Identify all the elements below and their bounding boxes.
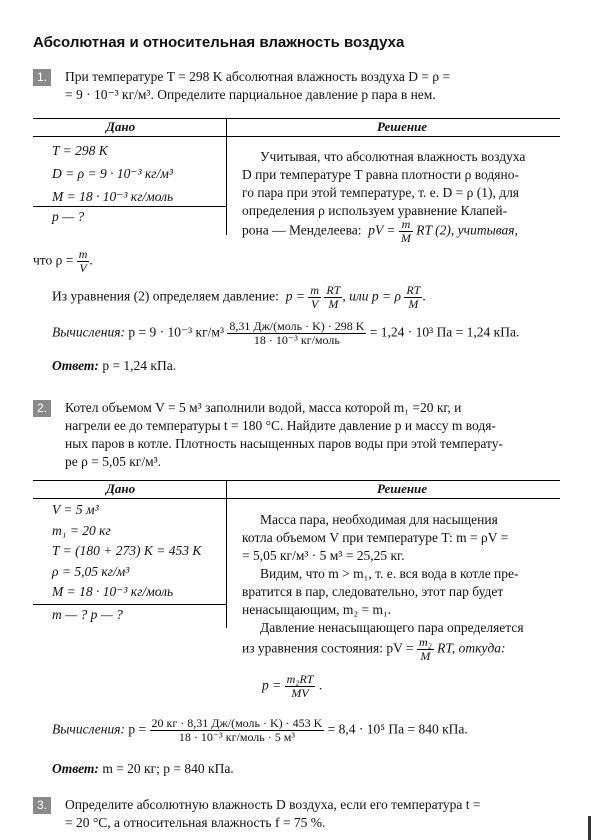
given-header: Дано	[106, 119, 136, 134]
problem-number-badge: 3.	[33, 797, 51, 814]
solution-line: котла объемом V при температуре T: m = ρV =	[242, 530, 509, 545]
given-item: M = 18 · 10⁻³ кг/моль	[52, 189, 174, 204]
unknown-item: p — ?	[52, 209, 85, 224]
given-header: Дано	[106, 481, 136, 496]
fraction: $\frac{RT}{M}$	[406, 283, 421, 311]
fraction: $\frac{m}{V}$	[310, 283, 319, 311]
answer-label: Ответ:	[52, 761, 99, 776]
density-formula: что ρ = $\frac{m}{V}$ .	[33, 247, 93, 275]
given-item: D = ρ = 9 · 10⁻³ кг/м³	[52, 166, 173, 181]
solution-line: Учитывая, что абсолютная влажность воздуха	[260, 149, 526, 164]
statement-line: ре ρ = 5,05 кг/м³.	[65, 454, 162, 469]
table-rule	[33, 136, 560, 137]
unknown-item: m — ? p — ?	[52, 607, 123, 622]
pressure-formula: p = $\frac{\text{m₂RT}}{MV}$ .	[262, 672, 323, 700]
eq-right: RT (2), учитывая,	[416, 222, 518, 238]
calculation: Вычисления: p = $\frac{\text{20 кг · 8,31 Дж/(моль · K) · 453 K}}{\text{18 · 10⁻³ кг/моль · 5 м³}}$ = 8,4 · 10⁵ Па = 840 кПа.	[52, 716, 468, 744]
solution-line: определения ρ используем уравнение Клапей-	[242, 203, 508, 218]
solution-header: Решение	[377, 481, 428, 496]
solution-line: Видим, что m > m₁, т. е. вся вода в котле пре-	[260, 566, 519, 581]
given-list	[52, 139, 173, 208]
problem-statement	[65, 68, 565, 104]
problem-statement	[65, 796, 565, 832]
solution-text	[242, 148, 562, 220]
solution-header: Решение	[377, 119, 428, 134]
state-equation: из уравнения состояния: pV = $\frac{\text{m₂}}{M}$ RT, откуда:	[242, 635, 506, 663]
table-divider	[226, 480, 227, 628]
given-rule	[33, 604, 226, 605]
solution-line: го пара при этой температуре, т. е. D = ρ (1), для	[242, 185, 520, 200]
answer-label: Ответ:	[52, 358, 99, 373]
statement-line: = 20 °С, а относительная влажность f = 75 %.	[65, 815, 326, 830]
solution-line: D при температуре T равна плотности ρ водяно-	[242, 167, 519, 182]
answer: Ответ: p = 1,24 кПа.	[52, 358, 177, 373]
given-item: ρ = 5,05 кг/м³	[52, 563, 130, 579]
pressure-derivation: Из уравнения (2) определяем давление: p = $\frac{m}{V}$ $\frac{RT}{M}$ , или p = ρ $\frac{RT}{M}$ .	[52, 283, 426, 311]
problem-number-badge: 1.	[33, 69, 51, 86]
statement-line: При температуре T = 298 K абсолютная влажность воздуха D = ρ =	[65, 69, 451, 84]
problem-number-badge: 2.	[33, 400, 51, 417]
given-item: m₁ = 20 кг	[52, 522, 111, 538]
solution-text	[242, 511, 562, 637]
solution-line: ненасыщающим, m₂ = m₁.	[242, 602, 392, 617]
calculation: Вычисления: p = 9 · 10⁻³ кг/м³ $\frac{\text{8,31 Дж/(моль · K) · 298 K}}{\text{18 · 10⁻³ кг/моль}}$ = 1,24 · 10³ Па = 1,24 кПа.	[52, 319, 520, 347]
fraction: $\frac{m}{V}$	[78, 247, 88, 275]
calc-label: Вычисления:	[52, 721, 126, 737]
answer: Ответ: m = 20 кг; p = 840 кПа.	[52, 761, 234, 776]
statement-line: ных паров в котле. Плотность насыщенных паров воды при этой температу-	[65, 436, 503, 451]
fraction: $\frac{\text{20 кг · 8,31 Дж/(моль · K) · 453 K}}{\text{18 · 10⁻³ кг/моль · 5 м³}}$	[151, 716, 323, 744]
calc-label: Вычисления:	[52, 324, 126, 340]
given-item: M = 18 · 10⁻³ кг/моль	[52, 584, 174, 599]
table-rule	[33, 498, 560, 499]
solution-line: вратится в пар, следовательно, этот пар будет	[242, 584, 504, 599]
solution-line: рона — Менделеева:	[242, 222, 362, 238]
given-list	[52, 500, 201, 603]
page-edge-mark	[588, 816, 591, 840]
solution-line: = 5,05 кг/м³ · 5 м³ = 25,25 кг.	[242, 548, 405, 563]
statement-line: Котел объемом V = 5 м³ заполнили водой, масса которой m₁ =20 кг, и	[65, 400, 462, 415]
solution-line: Масса пара, необходимая для насыщения	[260, 512, 498, 527]
table-divider	[226, 118, 227, 235]
fraction: $\frac{RT}{M}$	[326, 283, 341, 311]
given-rule	[33, 206, 226, 207]
fraction: $\frac{\text{m₂}}{M}$	[418, 635, 432, 663]
fraction: $\frac{\text{8,31 Дж/(моль · K) · 298 K}}{\text{18 · 10⁻³ кг/моль}}$	[229, 319, 365, 347]
statement-line: нагрели ее до температуры t = 180 °С. Найдите давление p и массу m водя-	[65, 418, 496, 433]
problem-statement	[65, 399, 565, 471]
statement-line: = 9 · 10⁻³ кг/м³. Определите парциальное давление p пара в нем.	[65, 87, 436, 102]
eq-left: pV =	[368, 222, 396, 238]
fraction: $\frac{m}{M}$	[400, 217, 411, 245]
given-item: V = 5 м³	[52, 502, 99, 517]
given-item: T = 298 K	[52, 143, 108, 158]
clapeyron-equation	[242, 218, 518, 245]
statement-line: Определите абсолютную влажность D воздуха, если его температура t =	[65, 797, 481, 812]
given-item: T = (180 + 273) K = 453 K	[52, 543, 202, 558]
fraction: $\frac{\text{m₂RT}}{MV}$	[286, 672, 314, 700]
solution-line: Давление ненасыщающего пара определяется	[260, 620, 524, 635]
section-title: Абсолютная и относительная влажность воздуха	[33, 34, 405, 51]
